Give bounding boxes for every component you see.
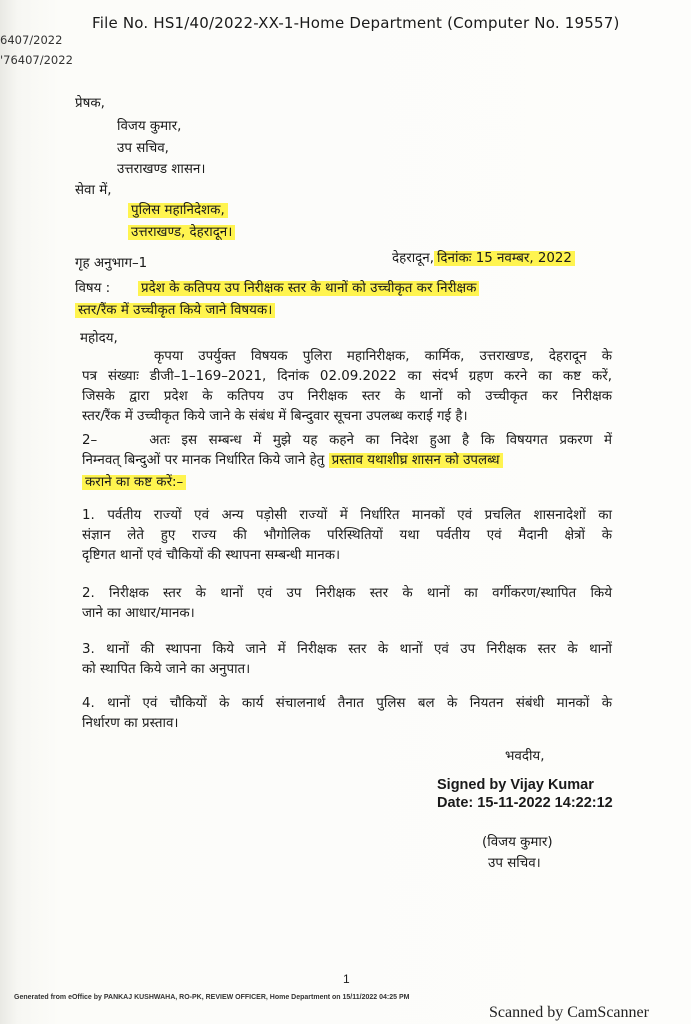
para2-line2: निम्नवत् बिन्दुओं पर मानक निर्धारित किये जाने हेतु प्रस्ताव यथाशीघ्र शासन को उपलब्ध <box>82 451 612 471</box>
sender-office: उत्तराखण्ड शासन। <box>117 162 206 177</box>
para2-number: 2– <box>82 433 98 448</box>
paragraph-2 <box>82 431 612 493</box>
subject-line2: स्तर/रैंक में उच्चीकृत किये जाने विषयक। <box>75 303 275 318</box>
file-number-header: File No. HS1/40/2022-XX-1-Home Department (Computer No. 19557) <box>92 14 620 32</box>
page-number: 1 <box>343 972 350 986</box>
salutation: महोदय, <box>80 331 118 346</box>
file-stub-bottom: '76407/2022 <box>0 53 73 67</box>
signatory-name: (विजय कुमार) <box>482 835 553 850</box>
recipient-line2: उत्तराखण्ड, देहरादून। <box>128 225 235 240</box>
para2-highlight-cont: कराने का कष्ट करें:– <box>82 475 186 490</box>
recipient-line1: पुलिस महानिदेशक, <box>128 203 228 218</box>
point-1: 1. पर्वतीय राज्यों एवं अन्य पड़ोसी राज्यों में निर्धारित मानकों एवं प्रचलित शासनादेशों का संज्ञान लेते हुए राज्य की भौगोलिक परिस्थितियों यथा पर्वतीय एवं मैदानी क्षेत्रों के दृष्टिगत थानों एवं चौकियों की स्थापना सम्बन्धी मानक। <box>82 508 612 563</box>
subject-label: विषय : <box>75 281 111 296</box>
scanner-watermark: Scanned by CamScanner <box>489 1004 649 1021</box>
para1-line2: पत्र संख्याः डीजी–1–169–2021, दिनांक 02.09.2022 का संदर्भ ग्रहण करने का कष्ट करें, <box>82 369 612 384</box>
para1-line4: स्तर/रैंक में उच्चीकृत किये जाने के संबंध में बिन्दुवार सूचना उपलब्ध कराई गई है। <box>82 409 468 424</box>
yours-faithfully: भवदीय, <box>505 749 545 764</box>
file-stub-top: 6407/2022 <box>0 33 63 47</box>
section-name: गृह अनुभाग–1 <box>75 256 148 271</box>
sender-designation: उप सचिव, <box>117 141 169 156</box>
paragraph-1 <box>82 347 612 427</box>
para2-line3 <box>82 473 612 493</box>
recipient-label: सेवा में, <box>75 183 112 198</box>
para1-line1: कृपया उपर्युक्त विषयक पुलिरा महानिरीक्षक, कार्मिक, उत्तराखण्ड, देहरादून के <box>154 349 612 364</box>
place-date <box>392 248 575 266</box>
letter-date: दिनांकः 15 नवम्बर, 2022 <box>434 251 575 266</box>
signatory-designation: उप सचिव। <box>488 856 541 871</box>
point-4: 4. थानों एवं चौकियों के कार्य संचालनार्थ तैनात पुलिस बल के नियतन संबंधी मानकों के निर्धारण का प्रस्ताव। <box>82 696 612 731</box>
subject-line1: प्रदेश के कतिपय उप निरीक्षक स्तर के थानों को उच्चीकृत कर निरीक्षक <box>138 281 479 296</box>
place-name: देहरादून, <box>392 251 434 266</box>
para2-line1: 2– अतः इस सम्बन्ध में मुझे यह कहने का निदेश हुआ है कि विषयगत प्रकरण में <box>82 433 612 448</box>
para2-highlight: प्रस्ताव यथाशीघ्र शासन को उपलब्ध <box>329 453 503 468</box>
sender-label: प्रेषक, <box>75 96 105 111</box>
point-2: 2. निरीक्षक स्तर के थानों एवं उप निरीक्षक स्तर के थानों का वर्गीकरण/स्थापित किये जाने का आधार/मानक। <box>82 586 612 621</box>
eoffice-footer: Generated from eOffice by PANKAJ KUSHWAHA, RO-PK, REVIEW OFFICER, Home Department on 15/11/2022 04:25 PM <box>14 994 410 1001</box>
para1-line3: जिसके द्वारा प्रदेश के कतिपय उप निरीक्षक स्तर के थानों को उच्चीकृत कर निरीक्षक <box>82 389 612 404</box>
sender-name: विजय कुमार, <box>117 119 182 134</box>
digital-signature-name: Signed by Vijay Kumar <box>437 777 594 793</box>
digital-signature-date: Date: 15-11-2022 14:22:12 <box>437 795 613 811</box>
point-3: 3. थानों की स्थापना किये जाने में निरीक्षक स्तर के थानों एवं उप निरीक्षक स्तर के थानों को स्थापित किये जाने का अनुपात। <box>82 642 612 677</box>
